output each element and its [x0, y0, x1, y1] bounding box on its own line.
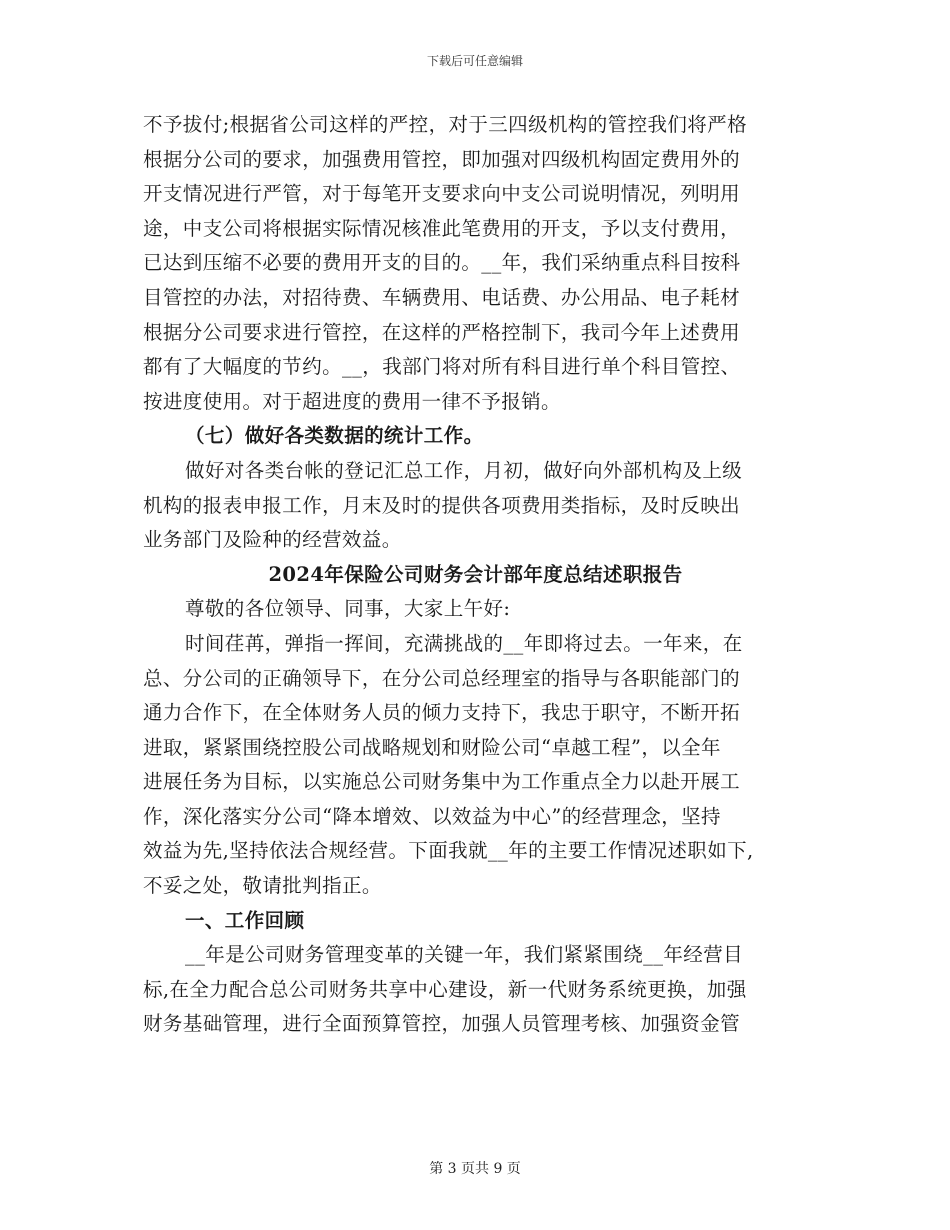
paragraph-line: 标,在全力配合总公司财务共享中心建设，新一代财务系统更换，加强	[143, 977, 747, 1001]
paragraph-line: 不妥之处，敬请批判指正。	[143, 874, 382, 898]
section-heading: 一、工作回顾	[185, 908, 305, 932]
paragraph-line: 已达到压缩不必要的费用开支的目的。__年，我们采纳重点科目按科	[143, 251, 741, 275]
section-heading: （七）做好各类数据的统计工作。	[185, 424, 484, 448]
paragraph-line: 不予拔付;根据省公司这样的严控，对于三四级机构的管控我们将严格	[143, 113, 747, 136]
paragraph-line: 业务部门及险种的经营效益。	[143, 528, 402, 552]
paragraph-line: 做好对各类台帐的登记汇总工作，月初，做好向外部机构及上级	[185, 458, 743, 482]
paragraph-line: 进取，紧紧围绕控股公司战略规划和财险公司“卓越工程”，以全年	[143, 735, 721, 759]
paragraph-line: 根据分公司要求进行管控，在这样的严格控制下，我司今年上述费用	[143, 320, 741, 344]
paragraph-line: 财务基础管理，进行全面预算管控，加强人员管理考核、加强资金管	[143, 1012, 741, 1036]
document-body	[143, 108, 808, 1042]
paragraph-line: 根据分公司的要求，加强费用管控，即加强对四级机构固定费用外的	[143, 147, 741, 171]
paragraph-line: __年是公司财务管理变革的关键一年，我们紧紧围绕__年经营目	[185, 943, 744, 967]
paragraph-line: 作，深化落实分公司“降本增效、以效益为中心”的经营理念，坚持	[143, 804, 721, 828]
paragraph-line: 途，中支公司将根据实际情况核准此笔费用的开支，予以支付费用，	[143, 216, 741, 240]
paragraph-line: 总、分公司的正确领导下，在分公司总经理室的指导与各职能部门的	[143, 666, 741, 690]
paragraph-line: 按进度使用。对于超进度的费用一律不予报销。	[143, 389, 561, 413]
paragraph-line: 效益为先,坚持依法合规经营。下面我就__年的主要工作情况述职如下,	[143, 839, 754, 863]
paragraph-line: 进展任务为目标，以实施总公司财务集中为工作重点全力以赴开展工	[143, 770, 741, 794]
paragraph-line: 通力合作下，在全体财务人员的倾力支持下，我忠于职守，不断开拓	[143, 701, 741, 725]
paragraph-line: 目管控的办法，对招待费、车辆费用、电话费、办公用品、电子耗材	[143, 285, 741, 309]
paragraph-line: 机构的报表申报工作，月末及时的提供各项费用类指标，及时反映出	[143, 493, 741, 517]
paragraph-line: 时间荏苒，弹指一挥间，充满挑战的__年即将过去。一年来，在	[185, 631, 743, 655]
paragraph-line: 开支情况进行严管，对于每笔开支要求向中支公司说明情况，列明用	[143, 182, 741, 206]
report-title: 2024年保险公司财务会计部年度总结述职报告	[268, 562, 683, 586]
paragraph-line: 都有了大幅度的节约。__，我部门将对所有科目进行单个科目管控、	[143, 355, 741, 379]
salutation: 尊敬的各位领导、同事，大家上午好:	[185, 597, 511, 621]
page-footer: 第 3 页共 9 页	[429, 1161, 521, 1177]
page-header: 下载后可任意编辑	[426, 54, 523, 68]
